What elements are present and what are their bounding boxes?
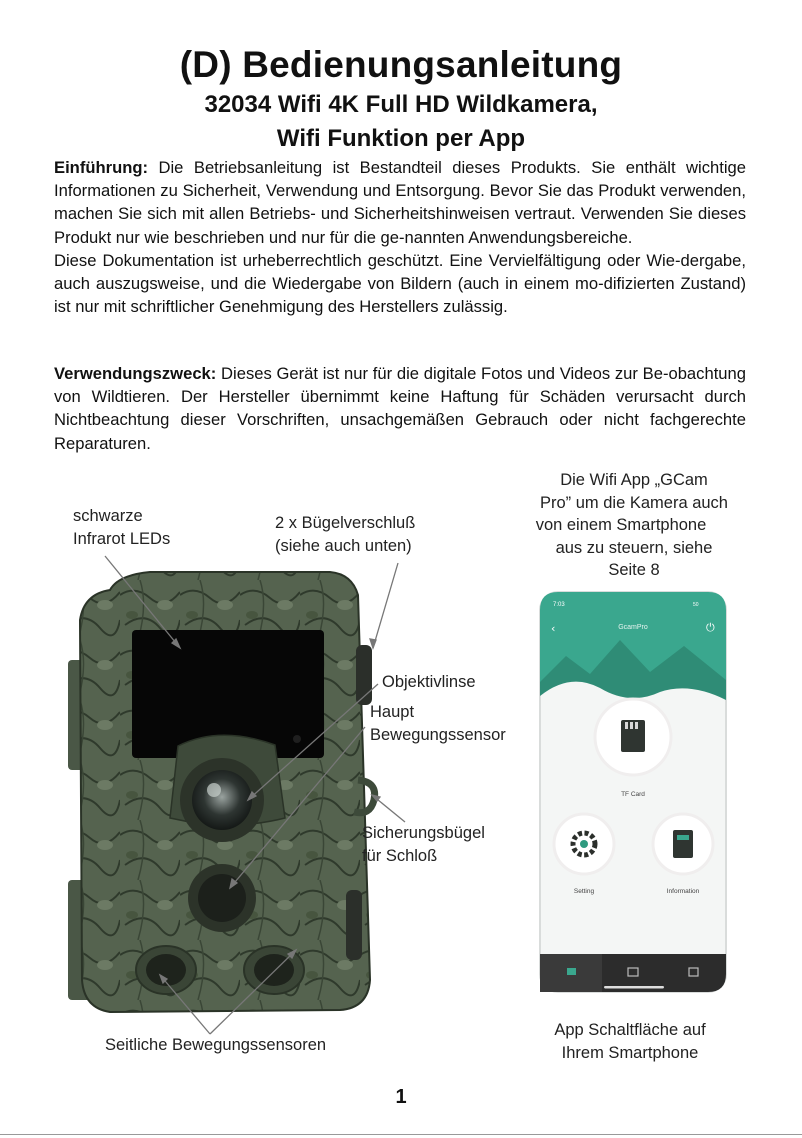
label-wifi-app-line3: von einem Smartphone xyxy=(535,516,707,534)
label-side-sensors: Seitliche Bewegungssensoren xyxy=(105,1036,327,1054)
home-indicator xyxy=(604,986,664,989)
label-wifi-app-line1: Die Wifi App „GCam xyxy=(560,471,708,489)
label-wifi-app-line4: aus zu steuern, siehe xyxy=(555,538,713,557)
label-wifi-app-line5: Seite 8 xyxy=(608,561,660,579)
wildlife-camera xyxy=(68,572,375,1012)
camera-lens xyxy=(192,770,252,830)
camera-side-pir-right xyxy=(254,954,294,986)
label-clasp-line2: (siehe auch unten) xyxy=(275,536,412,555)
purpose-text: Dieses Gerät ist nur für die digitale Fotos und Videos zur Be-obachtung von Wildtieren. Der Hersteller übernimmt keine Haftung für Schäden verursacht durch Nichtbeachtung dieser Vorschriften, unsachgemäßen Gebrauch oder nicht fachgerechte Reparaturen. xyxy=(54,364,746,453)
purpose-paragraph xyxy=(54,362,746,455)
phone-status-time: 7:03 xyxy=(553,602,565,608)
intro-paragraph xyxy=(54,156,746,249)
intro-section xyxy=(54,156,746,318)
page-bottom-rule xyxy=(0,1134,802,1135)
label-wifi-app xyxy=(520,469,748,582)
intro-text: Die Betriebsanleitung ist Bestandteil dieses Produkts. Sie enthält wichtige Informationen zu Sicherheit, Verwendung und Entsorgung. Bevor Sie das Produkt verwenden, machen Sie sich mit allen Betriebs- und Sicherheitshinweisen vertraut. Verwenden Sie dieses Produkt nur wie beschrieben und nur für die ge-nannten Anwendungsbereiche. xyxy=(54,158,746,247)
label-clasp xyxy=(275,512,415,557)
phone-status-signal: 50 xyxy=(693,602,699,608)
phone-app-title: GcamPro xyxy=(618,624,648,631)
label-clasp-line1: 2 x Bügelverschluß xyxy=(275,514,416,532)
tf-card-label: TF Card xyxy=(621,791,645,798)
power-icon[interactable]: ⏻ xyxy=(706,621,715,634)
setting-label: Setting xyxy=(573,888,595,895)
label-main-sensor xyxy=(370,701,506,746)
purpose-label: Verwendungszweck: xyxy=(54,364,217,383)
subtitle-wifi: Wifi Funktion per App xyxy=(276,125,526,152)
label-app-button-line2: Ihrem Smartphone xyxy=(561,1043,699,1062)
label-lens: Objektivlinse xyxy=(382,673,476,691)
label-main-sensor-line2: Bewegungssensor xyxy=(370,725,506,744)
phone-back-icon[interactable]: ‹ xyxy=(551,622,556,635)
purpose-section xyxy=(54,362,746,455)
copyright-paragraph: Diese Dokumentation ist urheberrechtlich geschützt. Eine Vervielfältigung oder Wie-dergabe, auch auszugsweise, und die Wiedergabe von Bildern (auch in einem mo-difizierten Zustand) ist nur mit schriftlicher Genehmigung des Herstellers zulässig. xyxy=(54,250,746,317)
label-wifi-app-line2: Pro” um die Kamera auch xyxy=(539,493,728,512)
page-number: 1 xyxy=(395,1086,407,1108)
label-app-button xyxy=(530,1019,730,1064)
label-main-sensor-line1: Haupt xyxy=(370,703,415,721)
camera-main-pir-sensor xyxy=(198,874,246,922)
label-lock-line2: für Schloß xyxy=(362,846,438,865)
camera-right-clasp-bottom xyxy=(346,890,362,960)
info-device-icon xyxy=(673,830,693,858)
subtitle-model: 32034 Wifi 4K Full HD Wildkamera, xyxy=(204,91,598,118)
label-lock xyxy=(362,822,485,867)
label-app-button-line1: App Schaltfläche auf xyxy=(554,1021,706,1039)
label-ir-leds xyxy=(73,505,170,550)
label-ir-leds-line2: Infrarot LEDs xyxy=(73,529,171,548)
label-ir-leds-line1: schwarze xyxy=(73,507,143,525)
label-lock-line1: Sicherungsbügel xyxy=(362,824,485,842)
smartphone xyxy=(540,592,726,992)
page-title: (D) Bedienungsanleitung xyxy=(179,44,623,85)
information-label: Information xyxy=(666,888,700,895)
nav-camera-icon[interactable] xyxy=(567,968,576,975)
intro-label: Einführung: xyxy=(54,158,149,177)
